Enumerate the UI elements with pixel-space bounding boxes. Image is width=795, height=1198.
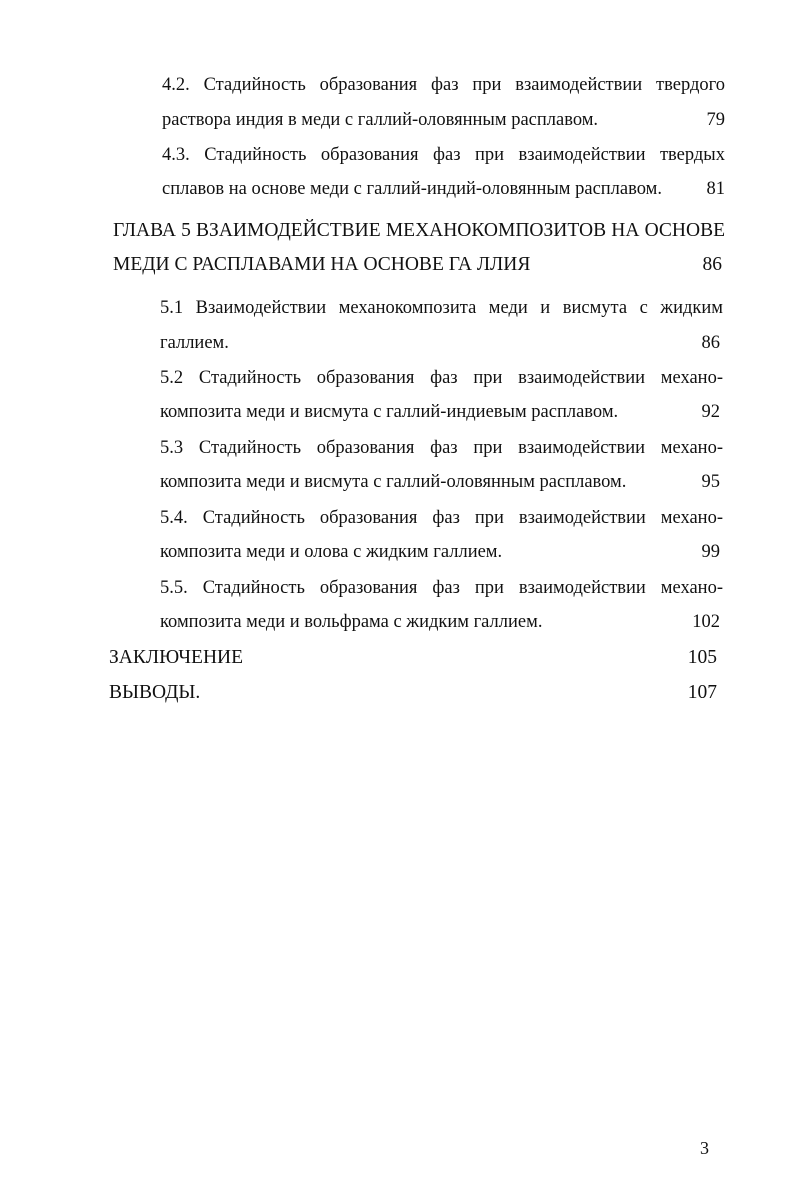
toc-4-2-line2: раствора индия в меди с галлий-оловянным расплавом. <box>162 110 599 130</box>
toc-conclusion-label: ЗАКЛЮЧЕНИЕ <box>109 647 244 668</box>
toc-5-4-line2: композита меди и олова с жидким галлием. <box>160 542 503 562</box>
toc-4-3-line1: 4.3. Стадийность образования фаз при взаимодействии твердых <box>162 145 725 165</box>
toc-entry-5-3 <box>160 470 720 494</box>
toc-entry-5-4 <box>160 540 720 564</box>
toc-5-2-line1: 5.2 Стадийность образования фаз при взаимодействии механо- <box>160 368 723 388</box>
page-number: 3 <box>700 1138 709 1158</box>
toc-entry-5-5 <box>160 610 720 634</box>
toc-chapter-5-line1: ГЛАВА 5 ВЗАИМОДЕЙСТВИЕ МЕХАНОКОМПОЗИТОВ НА ОСНОВЕ <box>113 220 725 241</box>
toc-5-4-line1: 5.4. Стадийность образования фаз при взаимодействии механо- <box>160 508 723 528</box>
toc-entry-5-2 <box>160 400 720 424</box>
toc-findings <box>109 681 717 705</box>
toc-4-3-page: 81 <box>706 179 725 199</box>
toc-5-3-line2: композита меди и висмута с галлий-оловянным расплавом. <box>160 472 627 492</box>
toc-conclusion <box>109 646 717 670</box>
toc-4-3-line2: сплавов на основе меди с галлий-индий-оловянным расплавом. <box>162 179 662 199</box>
toc-5-1-page: 86 <box>701 333 720 353</box>
toc-5-5-page: 102 <box>692 612 720 632</box>
toc-5-3-page: 95 <box>701 472 720 492</box>
toc-chapter-5-page: 86 <box>702 254 722 275</box>
toc-5-2-line2: композита меди и висмута с галлий-индиевым расплавом. <box>160 402 619 422</box>
toc-entry-5-1 <box>160 331 720 355</box>
toc-5-2-page: 92 <box>701 402 720 422</box>
toc-5-1-line1: 5.1 Взаимодействии механокомпозита меди и висмута с жидким <box>160 298 723 318</box>
toc-entry-4-2 <box>162 108 725 132</box>
toc-5-3-line1: 5.3 Стадийность образования фаз при взаимодействии механо- <box>160 438 723 458</box>
toc-5-5-line2: композита меди и вольфрама с жидким галлием. <box>160 612 543 632</box>
toc-chapter-5-line2: МЕДИ С РАСПЛАВАМИ НА ОСНОВЕ ГА ЛЛИЯ <box>113 254 531 275</box>
toc-conclusion-page: 105 <box>687 647 717 668</box>
toc-4-2-line1: 4.2. Стадийность образования фаз при взаимодействии твердого <box>162 75 725 95</box>
toc-chapter-5 <box>113 253 722 277</box>
toc-5-1-line2: галлием. <box>160 333 229 353</box>
toc-findings-label: ВЫВОДЫ. <box>109 682 201 703</box>
toc-5-5-line1: 5.5. Стадийность образования фаз при взаимодействии механо- <box>160 578 723 598</box>
toc-4-2-page: 79 <box>706 110 725 130</box>
toc-entry-4-3 <box>162 177 725 201</box>
toc-5-4-page: 99 <box>701 542 720 562</box>
toc-findings-page: 107 <box>687 682 717 703</box>
